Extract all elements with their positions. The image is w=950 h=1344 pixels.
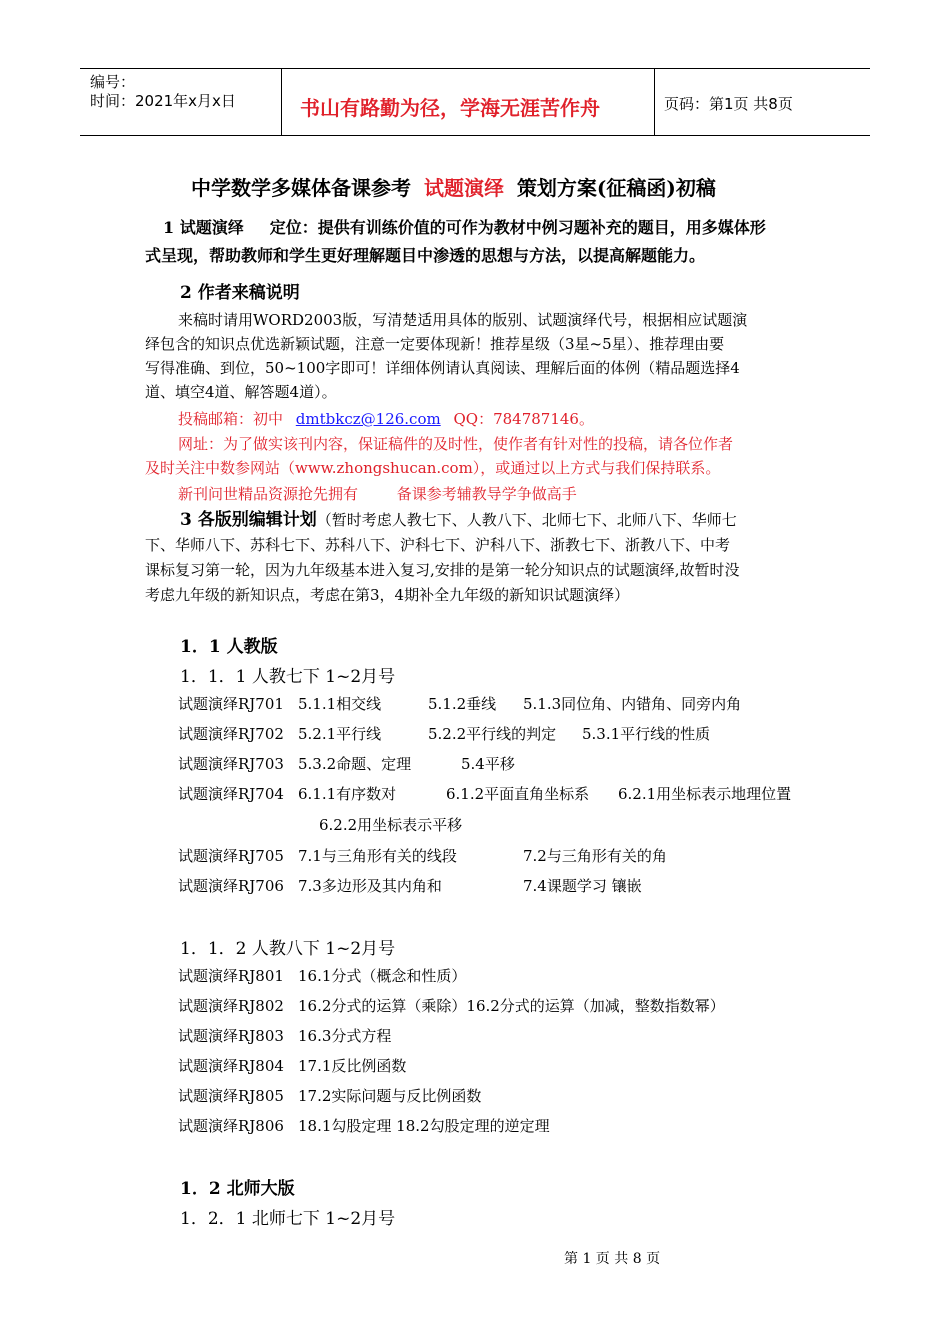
plan-topic-a: 5.1.1相交线 [298, 695, 382, 713]
plan-row-rj704-continued: 6.2.2用坐标表示平移 [319, 816, 463, 834]
section-3-line4: 考虑九年级的新知识点，考虑在第3，4期补全九年级的新知识试题演绎） [145, 586, 630, 604]
document-title [191, 172, 716, 201]
section-1-text-line1: 定位：提供有训练价值的可作为教材中例习题补充的题目，用多媒体形 [269, 218, 766, 237]
header-number-label: 编号： [90, 73, 136, 91]
submission-email-line [178, 407, 594, 431]
section-3-heading: 3 各版别编辑计划 [180, 510, 317, 530]
section-1-1-heading: 1．1 人教版 [180, 637, 278, 657]
plan-topic-c: 5.3.1平行线的性质 [582, 725, 711, 743]
section-2-line1: 来稿时请用WORD2003版，写清楚适用具体的版别、试题演绎代号，根据相应试题演 [178, 311, 748, 329]
plan-topic: 17.1反比例函数 [298, 1057, 407, 1075]
website-line1: 网址：为了做实该刊内容，保证稿件的及时性，使作者有针对性的投稿，请各位作者 [178, 435, 734, 453]
section-1-text-line2: 式呈现，帮助教师和学生更好理解题目中渗透的思想与方法，以提高解题能力。 [145, 246, 706, 265]
plan-code: 试题演绎RJ704 [178, 785, 284, 803]
section-2-paragraph [145, 308, 825, 404]
section-1-1-1-heading: 1．1．1 人教七下 1~2月号 [180, 667, 396, 687]
plan-code: 试题演绎RJ802 [178, 997, 284, 1015]
plan-topic-b: 6.1.2平面直角坐标系 [446, 785, 590, 803]
plan-topic-c: 5.1.3同位角、内错角、同旁内角 [523, 695, 742, 713]
plan-code: 试题演绎RJ803 [178, 1027, 284, 1045]
plan-code: 试题演绎RJ705 [178, 847, 284, 865]
footer-page-number: 第 1 页 共 8 页 [564, 1251, 661, 1267]
plan-code: 试题演绎RJ706 [178, 877, 284, 895]
website-line2: 及时关注中数参网站（www.zhongshucan.com），或通过以上方式与我们保持联系。 [145, 459, 721, 477]
header-divider-right [654, 68, 655, 136]
plan-code: 试题演绎RJ703 [178, 755, 284, 773]
title-highlight: 试题演绎 [423, 176, 504, 200]
section-2-line4: 道、填空4道、解答题4道）。 [145, 383, 337, 401]
plan-topic-b: 7.4课题学习 镶嵌 [523, 877, 642, 895]
section-1 [145, 214, 825, 270]
header-motto: 书山有路勤为径，学海无涯苦作舟 [300, 96, 600, 120]
section-2-line3: 写得准确、到位，50~100字即可！详细体例请认真阅读、理解后面的体例（精品题选择4 [145, 359, 740, 377]
website-notice [145, 432, 825, 480]
plan-topic: 17.2实际问题与反比例函数 [298, 1087, 482, 1105]
header-top-border [80, 68, 870, 69]
plan-topic-c: 6.2.1用坐标表示地理位置 [618, 785, 792, 803]
plan-code: 试题演绎RJ806 [178, 1117, 284, 1135]
section-3 [145, 508, 825, 608]
plan-code: 试题演绎RJ805 [178, 1087, 284, 1105]
email-label: 投稿邮箱：初中 [178, 410, 284, 428]
plan-topic: 18.1勾股定理 18.2勾股定理的逆定理 [298, 1117, 550, 1135]
title-part1: 中学数学多媒体备课参考 [191, 176, 411, 200]
plan-topic-a: 5.2.1平行线 [298, 725, 382, 743]
header-divider-left [281, 68, 282, 136]
header-date-label: 时间：2021年x月x日 [90, 92, 236, 110]
slogan-line [178, 482, 577, 506]
plan-topic-b: 7.2与三角形有关的角 [523, 847, 667, 865]
section-3-line2: 下、华师八下、苏科七下、苏科八下、沪科七下、沪科八下、浙教七下、浙教八下、中考 [145, 536, 731, 554]
plan-topic-b: 5.2.2平行线的判定 [428, 725, 557, 743]
section-1-2-1-heading: 1．2．1 北师七下 1~2月号 [180, 1209, 396, 1229]
plan-code: 试题演绎RJ702 [178, 725, 284, 743]
qq-number: QQ：784787146。 [453, 410, 594, 428]
plan-topic-b: 5.4平移 [461, 755, 515, 773]
plan-topic-a: 6.1.1有序数对 [298, 785, 397, 803]
plan-code: 试题演绎RJ701 [178, 695, 284, 713]
slogan-b: 备课参考辅教导学争做高手 [396, 485, 577, 503]
section-3-line1: （暂时考虑人教七下、人教八下、北师七下、北师八下、华师七 [316, 511, 737, 529]
slogan-a: 新刊问世精品资源抢先拥有 [178, 485, 359, 503]
plan-topic: 16.1分式（概念和性质） [298, 967, 467, 985]
plan-topic-a: 5.3.2命题、定理 [298, 755, 412, 773]
email-link[interactable]: dmtbkcz@126.com [295, 410, 441, 428]
plan-topic-a: 7.3多边形及其内角和 [298, 877, 442, 895]
plan-code: 试题演绎RJ801 [178, 967, 284, 985]
section-2-heading: 2 作者来稿说明 [180, 283, 300, 303]
plan-topic-a: 7.1与三角形有关的线段 [298, 847, 457, 865]
section-3-line3: 课标复习第一轮，因为九年级基本进入复习,安排的是第一轮分知识点的试题演绎,故暂时没 [145, 561, 740, 579]
plan-topic: 16.2分式的运算（乘除）16.2分式的运算（加减，整数指数幂） [298, 997, 725, 1015]
title-part2: 策划方案(征稿函)初稿 [516, 176, 716, 200]
plan-code: 试题演绎RJ804 [178, 1057, 284, 1075]
section-1-heading: 1 试题演绎 [163, 218, 244, 237]
section-1-1-2-heading: 1．1．2 人教八下 1~2月号 [180, 939, 396, 959]
plan-topic: 16.3分式方程 [298, 1027, 392, 1045]
header-page-label: 页码：第1页 共8页 [664, 95, 793, 113]
header-bottom-border [80, 135, 870, 136]
section-2-line2: 绎包含的知识点优选新颖试题，注意一定要体现新！推荐星级（3星~5星）、推荐理由要 [145, 335, 725, 353]
section-1-2-heading: 1．2 北师大版 [180, 1179, 295, 1199]
plan-topic-b: 5.1.2垂线 [428, 695, 497, 713]
